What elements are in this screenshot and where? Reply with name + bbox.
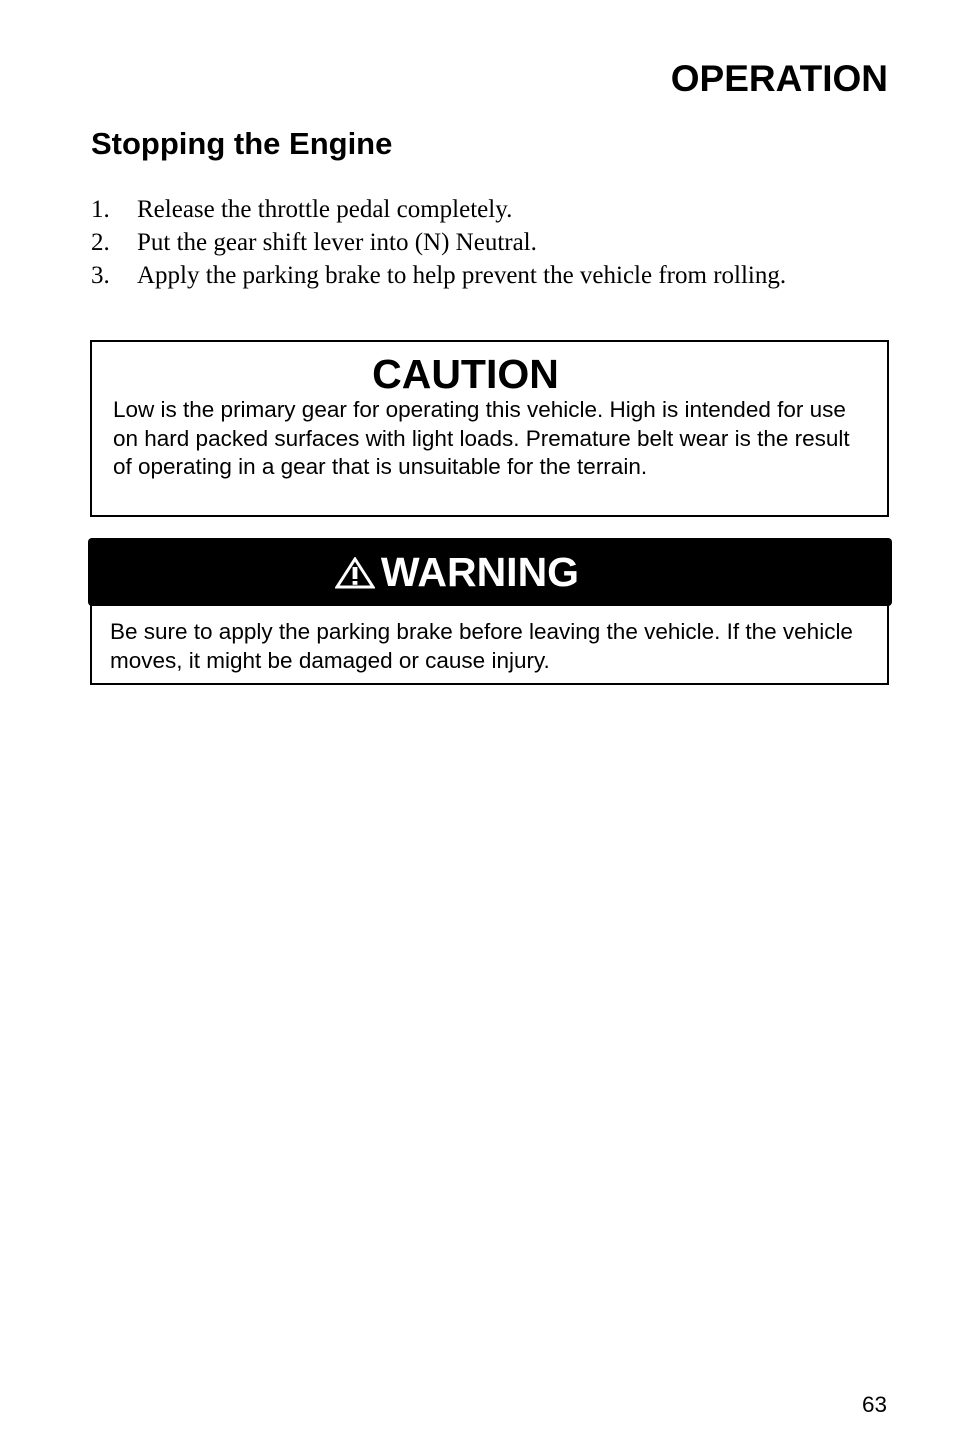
caution-text: Low is the primary gear for operating this vehicle. High is intended for use on hard packed surfaces with light loads. Premature belt wear is the result of operating in a gear that is unsuitable for the terrain. (113, 397, 850, 479)
warning-triangle-icon (335, 557, 375, 589)
warning-box (88, 538, 888, 685)
list-item (91, 226, 891, 259)
step-number: 1. (91, 196, 110, 223)
step-number: 2. (91, 229, 110, 256)
steps-list (91, 193, 891, 292)
caution-title: CAUTION (372, 351, 559, 397)
warning-body (90, 604, 889, 685)
list-item (91, 259, 891, 292)
step-text: Release the throttle pedal completely. (137, 196, 513, 223)
step-text: Put the gear shift lever into (N) Neutral. (137, 229, 537, 256)
page-title: Stopping the Engine (91, 126, 393, 161)
warning-title: WARNING (380, 549, 580, 595)
warning-banner (88, 538, 892, 606)
step-text: Apply the parking brake to help prevent the vehicle from rolling. (137, 262, 787, 289)
step-number: 3. (91, 262, 110, 289)
list-item (91, 193, 891, 226)
section-header: OPERATION (670, 58, 888, 99)
warning-text: Be sure to apply the parking brake before leaving the vehicle. If the vehicle moves, it might be damaged or cause injury. (110, 619, 853, 673)
page-number: 63 (861, 1392, 887, 1417)
caution-box (90, 340, 889, 517)
